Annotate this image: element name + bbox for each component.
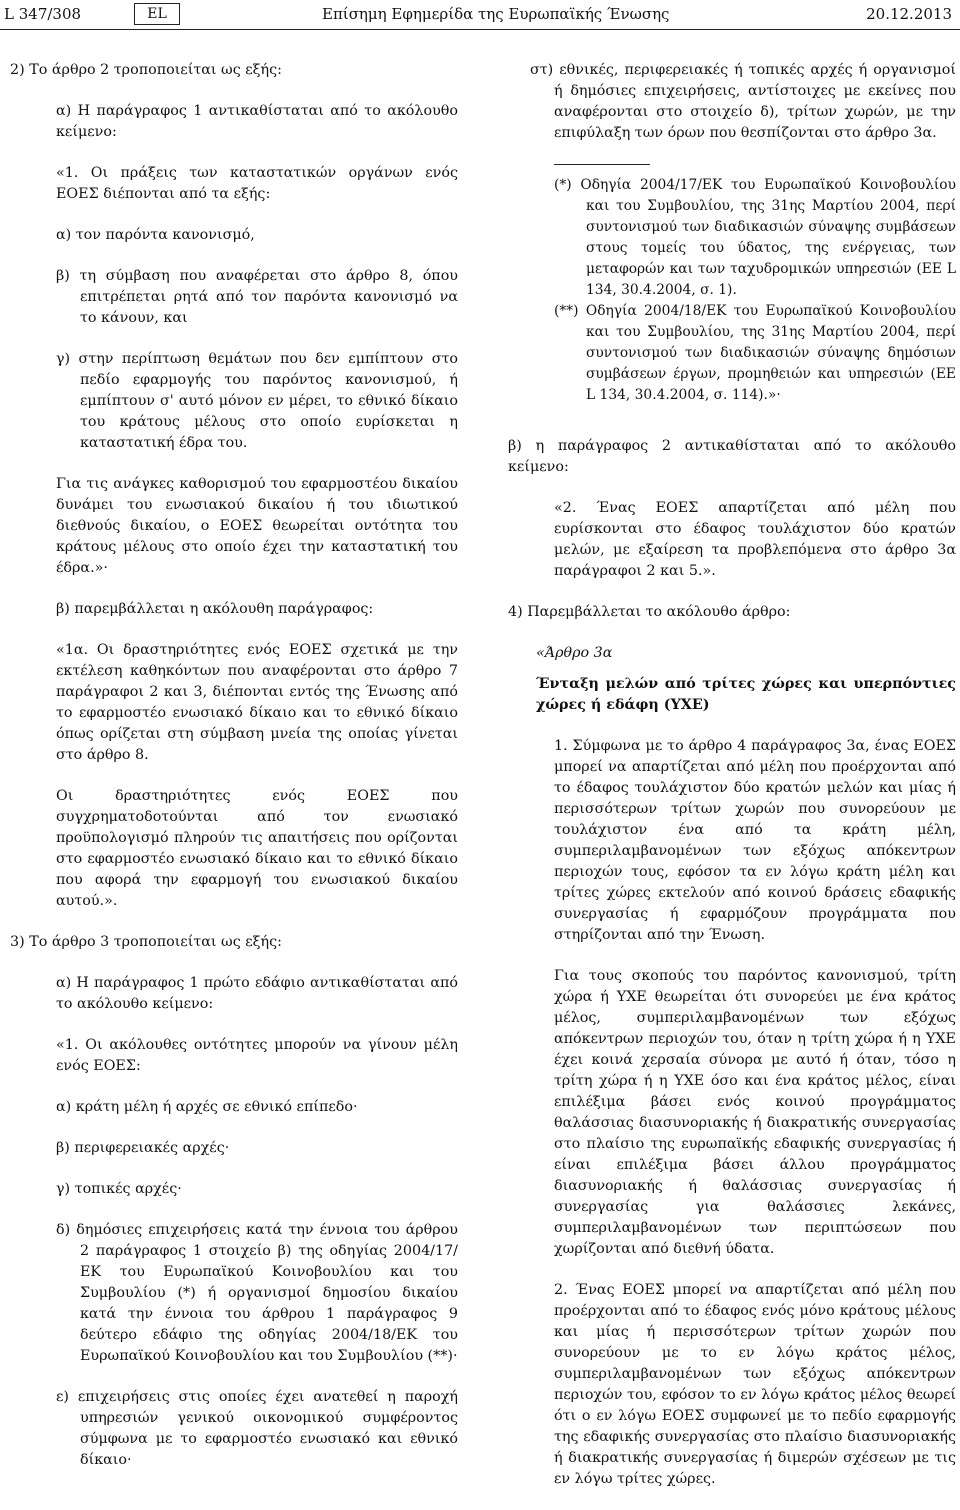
paragraph: 3) Το άρθρο 3 τροποποιείται ως εξής: [10, 934, 282, 950]
paragraph: 4) Παρεμβάλλεται το ακόλουθο άρθρο: [508, 604, 791, 620]
page-header [0, 0, 960, 32]
publication-date: 20.12.2013 [866, 5, 952, 23]
list-item: ε) επιχειρήσεις στις οποίες έχει ανατεθεί η παροχή υπηρεσιών γενικού οικονομικού συμφέροντος σύμφωνα με το εφαρμοστέο ενωσιακό και εθνικό δίκαιο· [56, 1389, 458, 1468]
paragraph: Για τους σκοπούς του παρόντος κανονισμού, τρίτη χώρα ή ΥΧΕ θεωρείται ότι συνορεύει με ένα κράτος μέλος, συμπεριλαμβανομένων των εξόχως απόκεντρων περιοχών του, όταν η τρίτη χώρα ή η ΥΧΕ έχει κοινά χερσαία σύνορα με αυτό ή όταν, τόσο η τρίτη χώρα ή η ΥΧΕ όσο και ένα κράτος μέλος, είναι επιλέξιμα βάσει ενός κοινού προγράμματος θαλάσσιας διασυνοριακής ή διακρατικής συνεργασίας στο πλαίσιο της ευρωπαϊκής εδαφικής συνεργασίας ή είναι επιλέξιμα βάσει άλλου προγράμματος διασυνοριακής ή θαλάσσιας συνεργασίας ή συνεργασίας για θαλάσσιες λεκάνες, συμπεριλαμβανομένων των περιπτώσεων που χωρίζονται από διεθνή ύδατα. [554, 968, 956, 1257]
paragraph: 2. Ένας ΕΟΕΣ μπορεί να απαρτίζεται από μέλη που προέρχονται από το έδαφος ενός μόνο κράτους μέλους και μίας ή περισσότερων τρίτων χωρών που συνορεύουν με το εν λόγω κράτος μέλος, συμπεριλαμβανομένων των εξόχως απόκεντρων περιοχών του, εφόσον το εν λόγω κράτος μέλος θεωρεί ότι ο εν λόγω ΕΟΕΣ συμφωνεί με το πεδίο εφαρμογής της εδαφικής συνεργασίας στο πλαίσιο διασυνοριακής ή διακρατικής συνεργασίας ή διμερών σχέσεων με τις εν λόγω τρίτες χώρες. [554, 1282, 956, 1487]
footnote: (*) Οδηγία 2004/17/ΕΚ του Ευρωπαϊκού Κοινοβουλίου και του Συμβουλίου, της 31ης Μαρτίου 2004, περί συντονισμού των διαδικασιών σύναψης συμβάσεων στους τομείς του ύδατος, της ενέργειας, των μεταφορών και των ταχυδρομικών υπηρεσιών (ΕΕ L 134, 30.4.2004, σ. 1). [554, 177, 956, 298]
list-item: δ) δημόσιες επιχειρήσεις κατά την έννοια του άρθρου 2 παράγραφος 1 στοιχείο β) της οδηγίας 2004/17/ΕΚ του Ευρωπαϊκού Κοινοβουλίου και του Συμβουλίου (*) ή οργανισμοί δημοσίου δικαίου κατά την έννοια του άρθρου 1 παράγραφος 9 δεύτερο εδάφιο της οδηγίας 2004/18/ΕΚ του Ευρωπαϊκού Κοινοβουλίου και του Συμβουλίου (**)· [56, 1222, 458, 1364]
header-rule [0, 29, 960, 30]
journal-title: Επίσημη Εφημερίδα της Ευρωπαϊκής Ένωσης [322, 5, 670, 23]
article-title: Ένταξη μελών από τρίτες χώρες και υπερπόντιες χώρες ή εδάφη (ΥΧΕ) [536, 676, 956, 713]
paragraph: «1. Οι ακόλουθες οντότητες μπορούν να γίνουν μέλη ενός ΕΟΕΣ: [56, 1037, 458, 1074]
paragraph: «2. Ένας ΕΟΕΣ απαρτίζεται από μέλη που ευρίσκονται στο έδαφος τουλάχιστον δύο κρατών μελών, με εξαίρεση τα προβλεπόμενα στο άρθρο 3α παράγραφοι 2 και 5.». [554, 500, 956, 579]
paragraph: Οι δραστηριότητες ενός ΕΟΕΣ που συγχρηματοδοτούνται από τον ενωσιακό προϋπολογισμό πληρούν τις απαιτήσεις που ορίζονται στο εφαρμοστέο ενωσιακό δίκαιο και το εθνικό δίκαιο που αφορά την εφαρμογή του ενωσιακού δικαίου αυτού.». [56, 788, 458, 909]
footnote: (**) Οδηγία 2004/18/ΕΚ του Ευρωπαϊκού Κοινοβουλίου και του Συμβουλίου, της 31ης Μαρτίου 2004, περί συντονισμού των διαδικασιών σύναψης δημόσιων συμβάσεων έργων, προμηθειών και υπηρεσιών (ΕΕ L 134, 30.4.2004, σ. 114).»· [554, 303, 956, 403]
page-number: L 347/308 [4, 5, 82, 23]
list-item: γ) στην περίπτωση θεμάτων που δεν εμπίπτουν στο πεδίο εφαρμογής του παρόντος κανονισμού, ή εμπίπτουν σ' αυτό μόνον εν μέρει, το εθνικό δίκαιο του κράτους μέλους στο οποίο ευρίσκεται η καταστατική έδρα του. [56, 351, 458, 451]
paragraph: «1. Οι πράξεις των καταστατικών οργάνων ενός ΕΟΕΣ διέπονται από τα εξής: [56, 165, 458, 202]
list-item: α) κράτη μέλη ή αρχές σε εθνικό επίπεδο· [56, 1099, 358, 1115]
paragraph: 2) Το άρθρο 2 τροποποιείται ως εξής: [10, 62, 282, 78]
list-item: στ) εθνικές, περιφερειακές ή τοπικές αρχές ή οργανισμοί ή δημόσιες επιχειρήσεις, αντίστοιχες με εκείνες που αναφέρονται στο στοιχείο δ), τρίτων χωρών, με την επιφύλαξη των όρων που θεσπίζονται στο άρθρο 3α. [530, 62, 956, 141]
footnote-rule [554, 164, 650, 165]
list-item: β) περιφερειακές αρχές· [56, 1140, 230, 1156]
paragraph: β) παρεμβάλλεται η ακόλουθη παράγραφος: [56, 601, 374, 617]
paragraph: α) Η παράγραφος 1 πρώτο εδάφιο αντικαθίσταται από το ακόλουθο κείμενο: [56, 975, 458, 1012]
paragraph: α) Η παράγραφος 1 αντικαθίσταται από το ακόλουθο κείμενο: [56, 103, 458, 140]
language-badge: EL [134, 3, 180, 25]
right-column [508, 60, 956, 1510]
list-item: γ) τοπικές αρχές· [56, 1181, 182, 1197]
paragraph: β) η παράγραφος 2 αντικαθίσταται από το ακόλουθο κείμενο: [508, 438, 956, 475]
list-item: α) τον παρόντα κανονισμό, [56, 227, 255, 243]
article-number: «Άρθρο 3α [536, 645, 613, 661]
paragraph: «1α. Οι δραστηριότητες ενός ΕΟΕΣ σχετικά με την εκτέλεση καθηκόντων που αναφέρονται στο άρθρο 7 παράγραφοι 2 και 3, διέπονται εντός της Ένωσης από το εφαρμοστέο ενωσιακό δίκαιο και το εθνικό δίκαιο όπως ορίζεται στη σύμβαση μνεία της οποίας γίνεται στο άρθρο 8. [56, 642, 458, 763]
list-item: β) τη σύμβαση που αναφέρεται στο άρθρο 8, όπου επιτρέπεται ρητά από τον παρόντα κανονισμό να το κάνουν, και [56, 268, 458, 326]
paragraph: 1. Σύμφωνα με το άρθρο 4 παράγραφος 3α, ένας ΕΟΕΣ μπορεί να απαρτίζεται από μέλη που προέρχονται από το έδαφος τουλάχιστον δύο κρατών μελών και μίας ή περισσότερων τρίτων χωρών που συνορεύουν με τουλάχιστον ένα από τα κράτη μέλη, συμπεριλαμβανομένων των εξόχως απόκεντρων περιοχών τους, εφόσον τα εν λόγω κράτη μέλη και τρίτες χώρες εκτελούν από κοινού δράσεις εδαφικής συνεργασίας ή εφαρμόζουν προγράμματα που στηρίζονται από την Ένωση. [554, 738, 956, 943]
paragraph: Για τις ανάγκες καθορισμού του εφαρμοστέου δικαίου δυνάμει του ενωσιακού δικαίου ή του ιδιωτικού διεθνούς δικαίου, ο ΕΟΕΣ θεωρείται οντότητα του κράτους μέλους στο οποίο έχει την καταστατική του έδρα.»· [56, 476, 458, 576]
left-column [10, 60, 458, 1491]
